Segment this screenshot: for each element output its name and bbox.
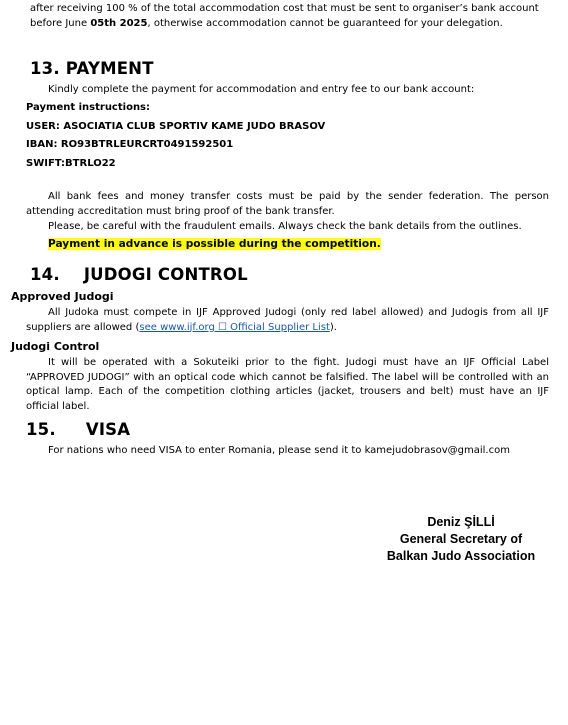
payment-highlight-wrap	[48, 235, 381, 251]
payment-fees-paragraph	[26, 190, 549, 219]
payment-instructions-label: Payment instructions:	[26, 102, 151, 113]
payment-user: USER: ASOCIATIA CLUB SPORTIV KAME JUDO BRASOV	[26, 121, 326, 132]
judogi-heading-number: 14.	[30, 265, 60, 284]
approved-judogi-text-end: ).	[329, 321, 337, 333]
intro-paragraph	[30, 2, 550, 31]
signature-title: General Secretary of	[399, 532, 523, 546]
approved-judogi-text: All Judoka must compete in IJF Approved Judogi (only red label allowed) and Judogis from all IJF suppliers are allowed (	[26, 307, 549, 333]
intro-line-2-pre: before June	[30, 17, 91, 29]
payment-iban: IBAN: RO93BTRLEURCRT0491592501	[26, 139, 234, 150]
judogi-heading-text: JUDOGI CONTROL	[83, 265, 248, 284]
judogi-control-paragraph	[26, 356, 549, 414]
visa-heading-text: VISA	[85, 420, 131, 439]
approved-judogi-paragraph	[26, 306, 549, 335]
payment-swift: SWIFT:BTRLO22	[26, 158, 116, 169]
payment-intro: Kindly complete the payment for accommodation and entry fee to our bank account:	[48, 84, 475, 95]
signature-block	[381, 514, 541, 565]
judogi-control-title: Judogi Control	[11, 340, 100, 353]
judogi-control-text: It will be operated with a Sokuteiki prior to the fight. Judogi must have an IJF Official Label “APPROVED JUDOGI” with an optical code which cannot be falsified. The label will be controlled with an optical lamp. Each of the competition clothing articles (jacket, trousers and belt) must have an IJF official label.	[26, 357, 549, 412]
payment-heading: 13. PAYMENT	[30, 59, 154, 78]
approved-judogi-title: Approved Judogi	[11, 290, 114, 303]
judogi-heading	[30, 265, 248, 284]
visa-heading-number: 15.	[26, 420, 56, 439]
visa-text: For nations who need VISA to enter Romania, please send it to kamejudobrasov@gmail.com	[48, 445, 510, 456]
visa-heading	[26, 420, 130, 439]
payment-fees: All bank fees and money transfer costs must be paid by the sender federation. The person attending accreditation must bring proof of the bank transfer.	[26, 191, 549, 217]
intro-deadline: 05th 2025	[90, 17, 148, 29]
ijf-supplier-link[interactable]: see www.ijf.org ☐ Official Supplier List	[139, 321, 330, 333]
intro-line-1: after receiving 100 % of the total accommodation cost that must be sent to organiser’s bank account	[30, 3, 539, 14]
payment-highlight: Payment in advance is possible during the competition.	[48, 238, 381, 250]
payment-warning: Please, be careful with the fraudulent emails. Always check the bank details from the outlines.	[48, 221, 522, 232]
signature-name: Deniz ŞİLLİ	[427, 515, 495, 529]
intro-line-2-post: , otherwise accommodation cannot be guaranteed for your delegation.	[147, 17, 503, 29]
signature-org: Balkan Judo Association	[386, 549, 536, 563]
